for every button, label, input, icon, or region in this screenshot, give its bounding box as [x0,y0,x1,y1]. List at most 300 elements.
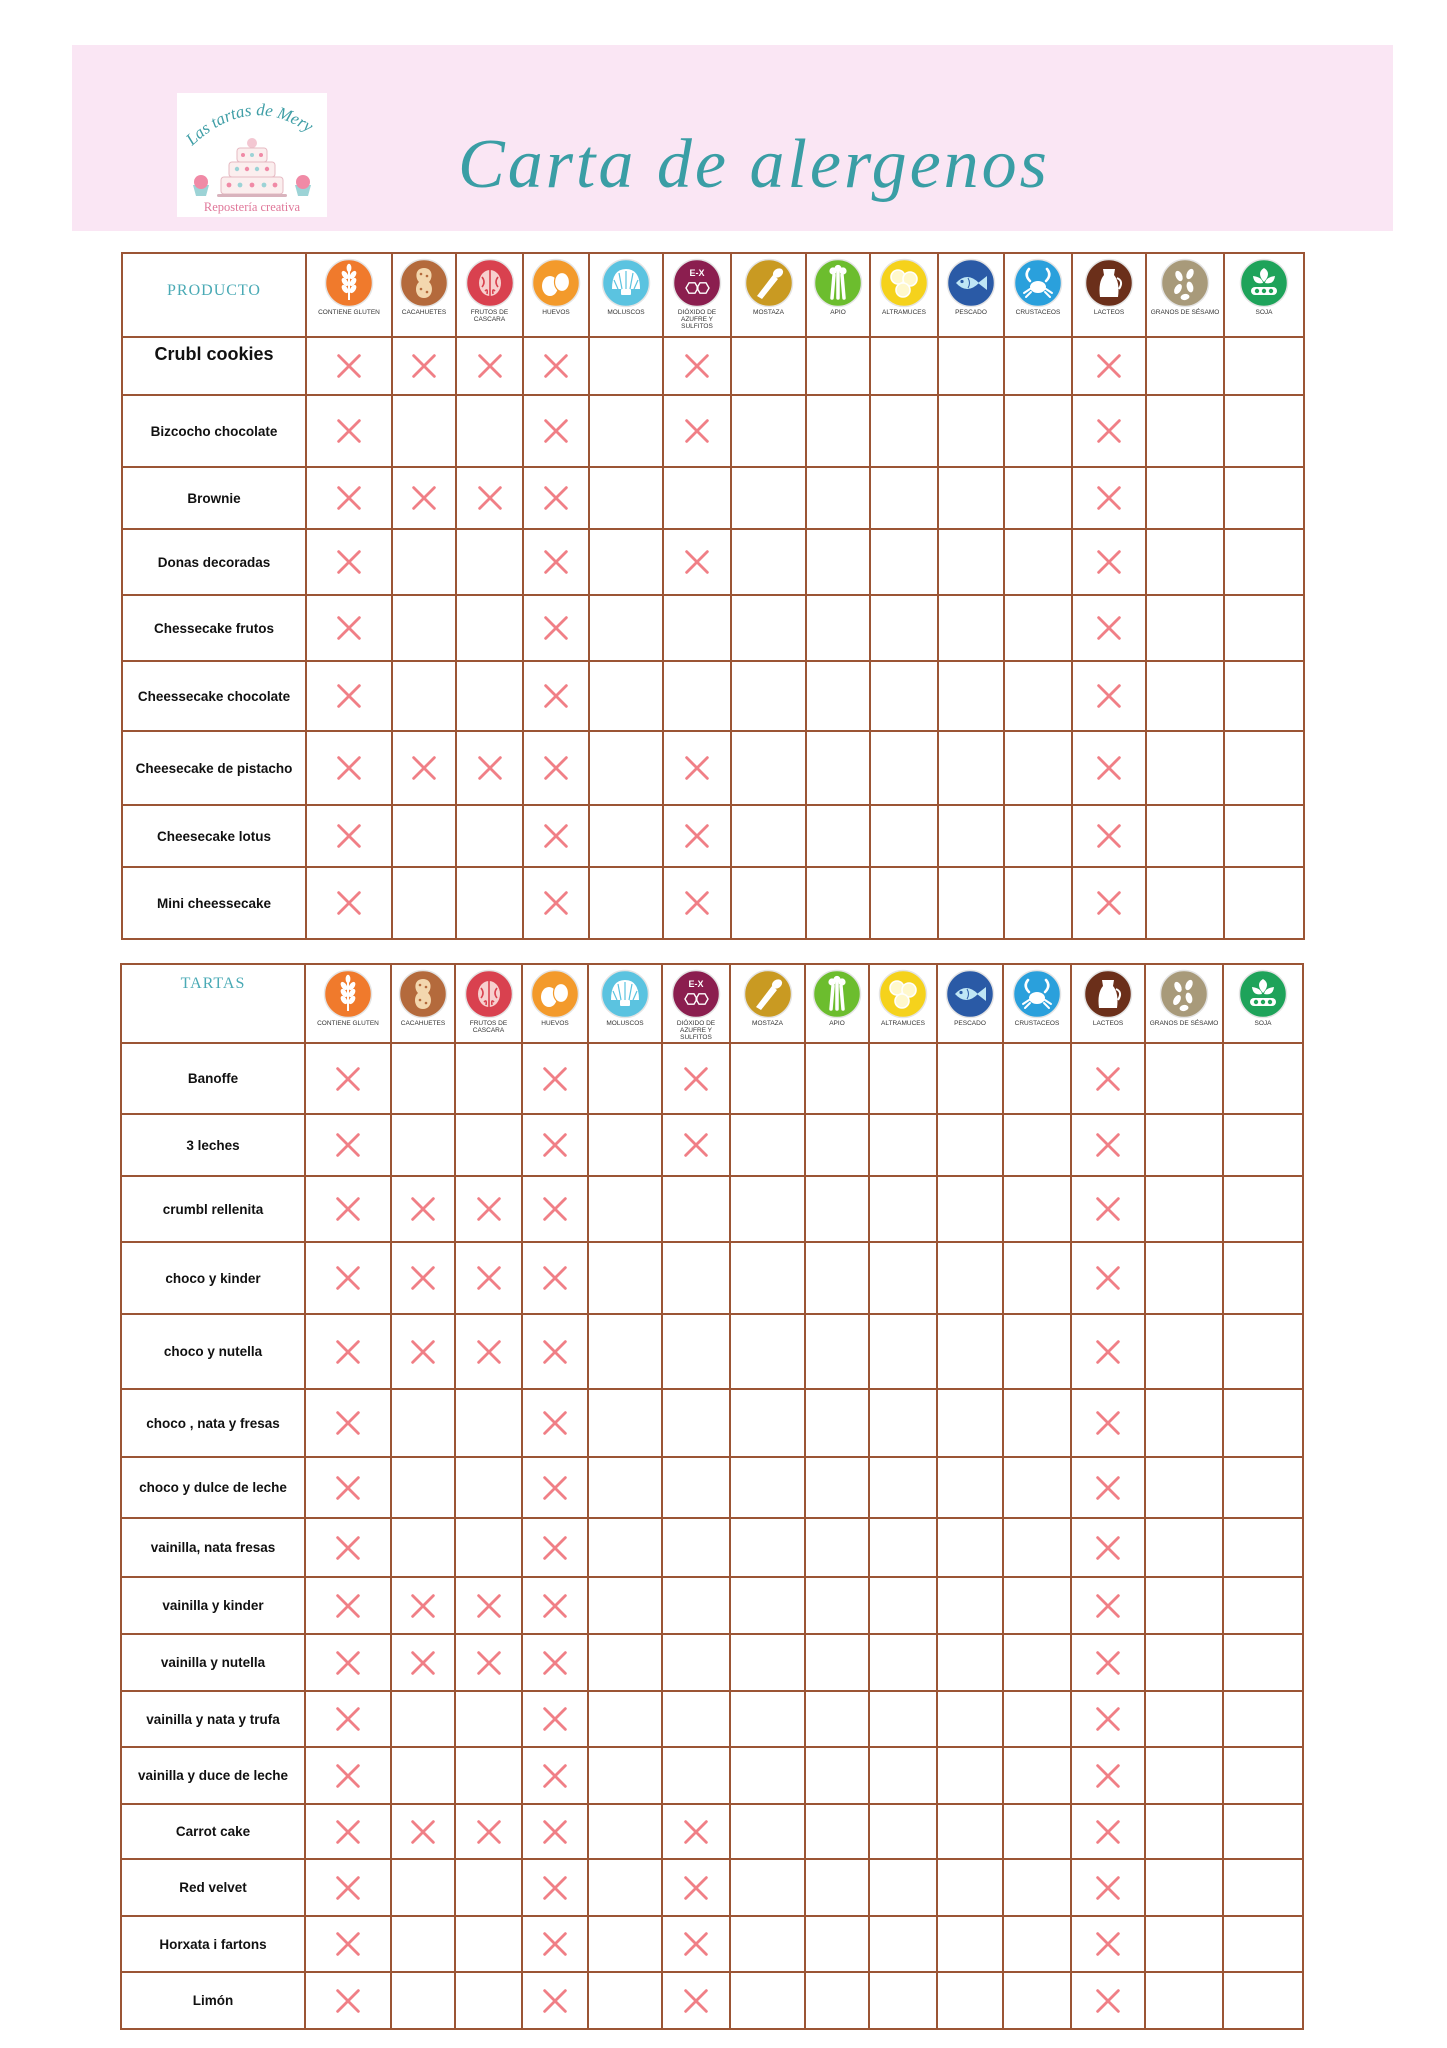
allergen-cell-apio [805,1518,869,1577]
allergen-cell-gluten [306,529,392,595]
product-name: Brownie [122,467,306,529]
allergen-cell-gluten [305,1043,391,1114]
allergen-cell-huevos [522,1859,588,1916]
allergen-cell-lacteos [1072,467,1146,529]
allergen-cell-pescado [937,1176,1003,1242]
allergen-cell-soja [1223,1859,1303,1916]
allergen-cell-lacteos [1072,731,1146,805]
allergen-cell-altramuces [869,1176,937,1242]
allergen-header-mostaza [731,253,806,337]
allergen-cell-apio [805,1457,869,1518]
allergen-cell-soja [1223,1314,1303,1389]
allergen-cell-cacahuetes [392,529,456,595]
allergen-cell-sulfitos [662,1916,730,1972]
allergen-cell-sesamo [1145,1634,1223,1691]
allergen-cell-huevos [523,731,589,805]
allergen-cell-sulfitos [662,1314,730,1389]
allergen-icon-wrap [398,969,448,1019]
allergen-cell-sesamo [1146,337,1224,395]
table-row [121,1577,1303,1634]
cross-mark [539,1262,571,1294]
allergen-cell-huevos [522,1389,588,1457]
allergen-label: FRUTOS DE CASCARA [470,309,509,324]
walnut-icon [465,258,515,308]
allergen-label: HUEVOS [542,309,570,316]
allergen-cell-frutos-cascara [455,1114,522,1176]
allergen-cell-sesamo [1146,805,1224,867]
table-row [121,1518,1303,1577]
allergen-cell-apio [805,1859,869,1916]
allergen-cell-mostaza [731,805,806,867]
allergen-label: PESCADO [955,309,987,316]
allergen-cell-sulfitos [662,1242,730,1314]
allergen-cell-huevos [522,1518,588,1577]
allergen-cell-soja [1224,805,1304,867]
allergen-cell-huevos [523,395,589,467]
lupin-icon [878,969,928,1019]
allergen-cell-pescado [938,867,1004,939]
allergen-cell-sulfitos [662,1634,730,1691]
cross-mark [332,1647,364,1679]
allergen-cell-crustaceos [1003,1043,1071,1114]
cross-mark [332,1336,364,1368]
eggs-icon [531,258,581,308]
allergen-cell-cacahuetes [391,1242,455,1314]
table-row [122,337,1304,395]
peanut-icon [398,969,448,1019]
allergen-icon-wrap [879,258,929,308]
cross-mark [333,680,365,712]
cross-mark [473,1647,505,1679]
allergen-cell-mostaza [731,731,806,805]
allergen-cell-pescado [938,467,1004,529]
allergen-cell-sulfitos [662,1043,730,1114]
allergen-cell-sulfitos [662,1114,730,1176]
cross-mark [540,546,572,578]
allergen-cell-moluscos [588,1242,662,1314]
cross-mark [332,1590,364,1622]
allergen-cell-pescado [937,1114,1003,1176]
allergen-cell-apio [806,595,870,661]
cross-mark [1093,820,1125,852]
allergen-cell-frutos-cascara [456,467,523,529]
allergen-cell-cacahuetes [391,1114,455,1176]
cross-mark [539,1872,571,1904]
allergen-icon-wrap [671,969,721,1019]
sesame-icon [1159,969,1209,1019]
product-name: Cheesecake de pistacho [122,731,306,805]
allergen-cell-sesamo [1145,1747,1223,1804]
logo-tagline: Repostería creativa [203,200,301,214]
allergen-cell-huevos [522,1634,588,1691]
cross-mark [332,1472,364,1504]
allergen-cell-sesamo [1145,1859,1223,1916]
allergen-header-soja [1224,253,1304,337]
allergen-cell-gluten [305,1972,391,2029]
soy-icon [1238,969,1288,1019]
allergen-cell-lacteos [1072,595,1146,661]
cross-mark [1092,1872,1124,1904]
walnut-icon [464,969,514,1019]
cross-mark [539,1647,571,1679]
allergen-cell-pescado [937,1916,1003,1972]
product-name: choco y kinder [121,1242,305,1314]
allergen-cell-sulfitos [662,1518,730,1577]
allergen-cell-lacteos [1071,1634,1145,1691]
allergen-cell-huevos [523,337,589,395]
cross-mark [408,482,440,514]
allergen-icon-wrap [465,258,515,308]
allergen-cell-apio [806,467,870,529]
cross-mark [1093,612,1125,644]
allergen-cell-sesamo [1146,867,1224,939]
allergen-cell-apio [805,1804,869,1859]
allergen-cell-cacahuetes [392,731,456,805]
allergen-cell-frutos-cascara [455,1043,522,1114]
allergen-header-mostaza [730,964,805,1043]
allergen-cell-lacteos [1071,1518,1145,1577]
allergen-cell-crustaceos [1004,595,1072,661]
cross-mark [473,1590,505,1622]
table-row [121,1747,1303,1804]
allergen-cell-huevos [522,1972,588,2029]
allergen-cell-lacteos [1071,1859,1145,1916]
wheat-icon [324,258,374,308]
cross-mark [333,415,365,447]
allergen-cell-lacteos [1071,1916,1145,1972]
allergen-cell-mostaza [730,1634,805,1691]
allergen-cell-frutos-cascara [455,1747,522,1804]
allergen-header-pescado [937,964,1003,1043]
product-name: Limón [121,1972,305,2029]
table-row [121,1691,1303,1747]
allergen-cell-crustaceos [1003,1314,1071,1389]
allergen-cell-soja [1224,867,1304,939]
cross-mark [540,680,572,712]
allergen-cell-crustaceos [1003,1747,1071,1804]
allergen-cell-sesamo [1145,1314,1223,1389]
allergen-label: MOLUSCOS [607,309,645,316]
allergen-label: DIÓXIDO DE AZUFRE Y SULFITOS [676,1020,716,1042]
product-name: Horxata i fartons [121,1916,305,1972]
allergen-header-gluten [306,253,392,337]
allergen-cell-frutos-cascara [455,1176,522,1242]
cross-mark [332,1129,364,1161]
cross-mark [680,1872,712,1904]
cross-mark [407,1590,439,1622]
cross-mark [539,1590,571,1622]
allergen-cell-pescado [937,1043,1003,1114]
allergen-cell-soja [1223,1114,1303,1176]
allergen-cell-sulfitos [663,337,731,395]
allergen-cell-altramuces [869,1114,937,1176]
allergen-label: LACTEOS [1092,1020,1124,1027]
allergen-cell-lacteos [1071,1176,1145,1242]
allergen-header-lacteos [1071,964,1145,1043]
allergen-cell-sesamo [1146,595,1224,661]
cross-mark [681,887,713,919]
allergen-header-huevos [523,253,589,337]
allergen-cell-cacahuetes [391,1389,455,1457]
allergen-cell-cacahuetes [391,1747,455,1804]
allergen-cell-altramuces [869,1691,937,1747]
cross-mark [1092,1129,1124,1161]
allergen-header-sulfitos [662,964,730,1043]
allergen-cell-mostaza [730,1747,805,1804]
cross-mark [333,350,365,382]
allergen-cell-huevos [523,867,589,939]
allergen-cell-sulfitos [663,467,731,529]
allergen-cell-cacahuetes [391,1314,455,1389]
allergen-cell-gluten [305,1804,391,1859]
milk-jug-icon [1084,258,1134,308]
product-name: crumbl rellenita [121,1176,305,1242]
allergen-cell-crustaceos [1003,1859,1071,1916]
allergen-cell-cacahuetes [392,467,456,529]
allergen-cell-soja [1223,1043,1303,1114]
allergen-cell-altramuces [869,1314,937,1389]
allergen-cell-frutos-cascara [455,1242,522,1314]
allergen-label: DIÓXIDO DE AZUFRE Y SULFITOS [677,309,717,331]
allergen-cell-huevos [522,1916,588,1972]
cross-mark [474,350,506,382]
allergen-cell-frutos-cascara [455,1577,522,1634]
section-title: TARTAS [180,975,246,992]
cross-mark [407,1336,439,1368]
allergen-cell-gluten [305,1389,391,1457]
allergen-cell-lacteos [1072,805,1146,867]
allergen-cell-moluscos [588,1389,662,1457]
cross-mark [1092,1647,1124,1679]
section-header-cell [121,964,305,1043]
cross-mark [332,1193,364,1225]
allergen-cell-pescado [937,1577,1003,1634]
allergen-cell-sesamo [1145,1176,1223,1242]
allergen-cell-gluten [306,337,392,395]
sulfites-icon-text: E-X [689,268,705,278]
cross-mark [1093,546,1125,578]
allergen-cell-huevos [522,1242,588,1314]
allergen-label: LACTEOS [1093,309,1125,316]
allergen-cell-mostaza [731,595,806,661]
table-row [121,1314,1303,1389]
wheat-icon [323,969,373,1019]
allergen-cell-pescado [937,1634,1003,1691]
allergen-cell-moluscos [589,337,663,395]
cross-mark [1093,415,1125,447]
allergen-cell-crustaceos [1003,1577,1071,1634]
allergen-label: APIO [829,1020,845,1027]
allergen-icon-wrap [1013,258,1063,308]
table-row [121,1859,1303,1916]
allergen-cell-mostaza [730,1804,805,1859]
allergen-cell-apio [805,1634,869,1691]
cake-icon [217,138,287,197]
allergen-cell-moluscos [588,1859,662,1916]
cross-mark [333,887,365,919]
allergen-cell-mostaza [730,1518,805,1577]
allergen-cell-soja [1224,595,1304,661]
allergen-label: CACAHUETES [401,309,447,316]
mustard-icon [744,258,794,308]
header-row [121,964,1303,1043]
allergen-cell-huevos [522,1043,588,1114]
celery-icon [813,258,863,308]
allergen-cell-huevos [522,1457,588,1518]
allergen-label: PESCADO [954,1020,986,1027]
allergen-cell-apio [806,661,870,731]
cross-mark [1092,1985,1124,2017]
allergen-cell-cacahuetes [391,1972,455,2029]
cross-mark [473,1193,505,1225]
allergen-table-productos [121,252,1305,940]
table-row [122,661,1304,731]
allergen-cell-soja [1224,731,1304,805]
product-name: Donas decoradas [122,529,306,595]
allergen-header-huevos [522,964,588,1043]
eggs-icon [530,969,580,1019]
cross-mark [539,1336,571,1368]
allergen-cell-altramuces [870,867,938,939]
cross-mark [681,415,713,447]
allergen-header-cacahuetes [391,964,455,1043]
allergen-cell-gluten [305,1114,391,1176]
allergen-cell-pescado [938,529,1004,595]
product-name: vainilla y duce de leche [121,1747,305,1804]
allergen-cell-huevos [522,1114,588,1176]
cross-mark [332,1262,364,1294]
cross-mark [332,1985,364,2017]
allergen-cell-crustaceos [1004,661,1072,731]
crab-icon [1013,258,1063,308]
cross-mark [1092,1928,1124,1960]
allergen-cell-sesamo [1145,1972,1223,2029]
allergen-cell-sesamo [1146,529,1224,595]
cross-mark [539,1928,571,1960]
cross-mark [473,1262,505,1294]
table-row [121,1457,1303,1518]
sesame-icon [1160,258,1210,308]
allergen-cell-sesamo [1145,1114,1223,1176]
allergen-cell-gluten [305,1457,391,1518]
allergen-header-apio [806,253,870,337]
allergen-cell-cacahuetes [391,1804,455,1859]
cross-mark [680,1985,712,2017]
allergen-cell-apio [805,1314,869,1389]
allergen-cell-sesamo [1145,1043,1223,1114]
allergen-cell-mostaza [730,1859,805,1916]
cupcake-right-icon [295,175,311,196]
cross-mark [680,1816,712,1848]
allergen-cell-cacahuetes [391,1859,455,1916]
milk-jug-icon [1083,969,1133,1019]
allergen-cell-lacteos [1071,1691,1145,1747]
allergen-cell-soja [1224,529,1304,595]
allergen-cell-frutos-cascara [455,1314,522,1389]
allergen-icon-wrap [1238,969,1288,1019]
cross-mark [1092,1703,1124,1735]
allergen-icon-wrap [878,969,928,1019]
allergen-cell-sulfitos [662,1691,730,1747]
allergen-cell-sulfitos [662,1972,730,2029]
allergen-cell-frutos-cascara [456,337,523,395]
cross-mark [1093,887,1125,919]
allergen-cell-sesamo [1146,467,1224,529]
cross-mark [539,1407,571,1439]
allergen-cell-altramuces [870,805,938,867]
cross-mark [539,1703,571,1735]
allergen-cell-soja [1223,1916,1303,1972]
lupin-icon [879,258,929,308]
allergen-cell-moluscos [588,1314,662,1389]
table-row [121,1804,1303,1859]
table-row [121,1114,1303,1176]
allergen-cell-pescado [937,1314,1003,1389]
shell-icon [600,969,650,1019]
allergen-cell-soja [1224,337,1304,395]
allergen-icon-wrap [743,969,793,1019]
allergen-cell-apio [805,1242,869,1314]
allergen-cell-apio [806,395,870,467]
allergen-cell-gluten [306,595,392,661]
allergen-cell-cacahuetes [391,1518,455,1577]
allergen-cell-soja [1223,1518,1303,1577]
allergen-cell-mostaza [730,1176,805,1242]
allergen-icon-wrap [323,969,373,1019]
allergen-cell-moluscos [588,1747,662,1804]
table-row [122,395,1304,467]
product-name: vainilla y kinder [121,1577,305,1634]
cross-mark [1093,350,1125,382]
allergen-cell-crustaceos [1004,731,1072,805]
cross-mark [332,1703,364,1735]
allergen-header-apio [805,964,869,1043]
page-title: Carta de alergenos [458,126,1050,203]
allergen-cell-altramuces [869,1972,937,2029]
allergen-cell-gluten [306,805,392,867]
allergen-cell-altramuces [869,1043,937,1114]
allergen-cell-pescado [937,1804,1003,1859]
allergen-cell-crustaceos [1003,1389,1071,1457]
allergen-icon-wrap [601,258,651,308]
sulfites-icon-text: E-X [688,979,704,989]
allergen-icon-wrap [812,969,862,1019]
allergen-cell-sesamo [1145,1804,1223,1859]
allergen-cell-lacteos [1071,1043,1145,1114]
allergen-cell-soja [1223,1972,1303,2029]
allergen-icon-wrap [324,258,374,308]
allergen-cell-crustaceos [1003,1114,1071,1176]
allergen-cell-sulfitos [663,805,731,867]
allergen-cell-mostaza [730,1457,805,1518]
allergen-cell-pescado [938,805,1004,867]
allergen-cell-gluten [305,1176,391,1242]
product-name: Crubl cookies [122,337,306,395]
section-header-cell [122,253,306,337]
allergen-cell-crustaceos [1003,1242,1071,1314]
allergen-header-altramuces [870,253,938,337]
allergen-cell-pescado [938,731,1004,805]
allergen-cell-apio [806,867,870,939]
allergen-header-crustaceos [1003,964,1071,1043]
allergen-cell-lacteos [1071,1804,1145,1859]
allergen-cell-cacahuetes [392,867,456,939]
cross-mark [680,1129,712,1161]
allergen-icon-wrap [1083,969,1133,1019]
cross-mark [333,820,365,852]
mustard-icon [743,969,793,1019]
allergen-cell-cacahuetes [391,1634,455,1691]
